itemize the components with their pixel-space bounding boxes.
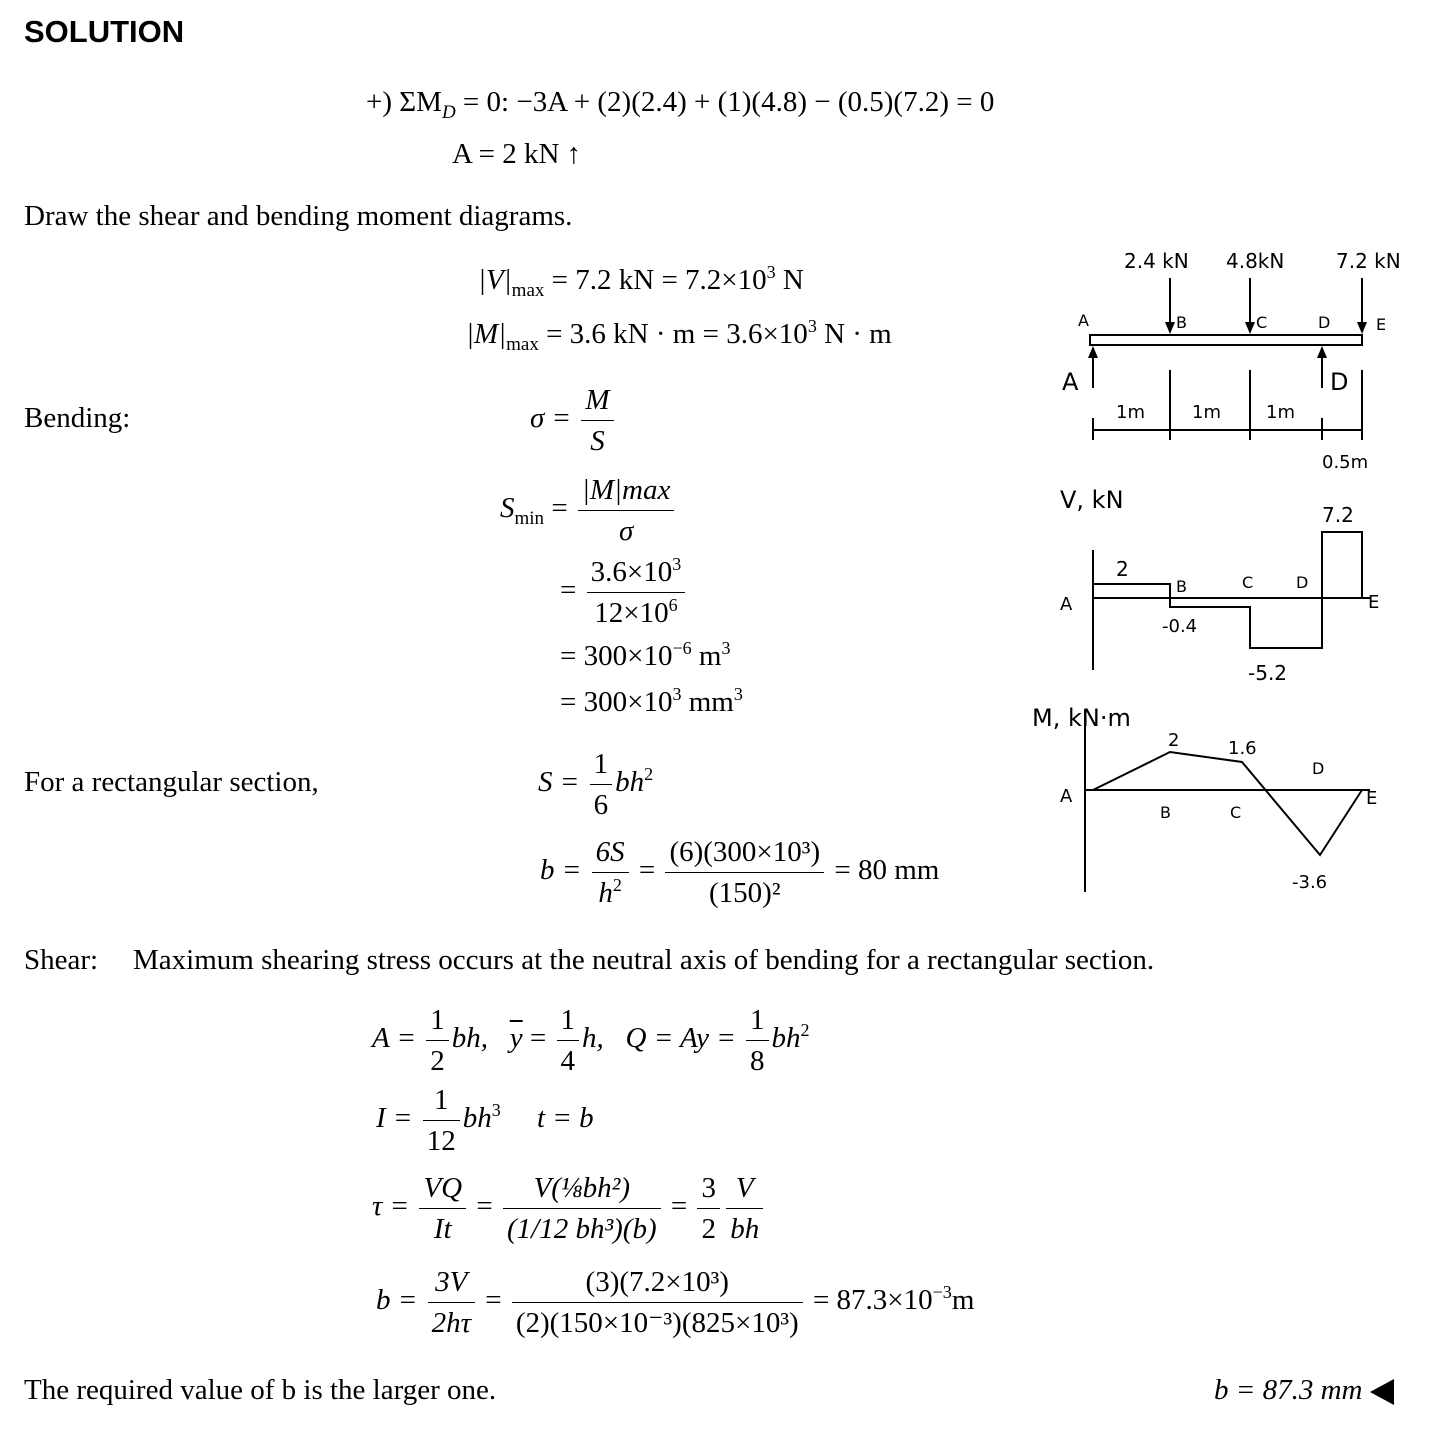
m-point-c: C: [1230, 803, 1242, 822]
smin-line3-a: = 300×10: [560, 640, 673, 672]
smin-line3-unit-exp: 3: [721, 638, 731, 658]
b2-fraction2: [512, 1262, 803, 1343]
beam-diagrams: [1030, 240, 1430, 900]
b2-fraction1: [428, 1262, 475, 1343]
smin-line3-exp: −6: [672, 638, 692, 658]
tau-num2: V(⅛bh²): [503, 1168, 661, 1209]
sigma-equation: [530, 380, 617, 461]
mmax-lhs: |M|: [466, 318, 507, 350]
vmax-lhs: |V|: [478, 264, 512, 296]
load-arrowhead-e: [1357, 322, 1367, 334]
inertia-exp: 3: [491, 1100, 501, 1121]
v-point-a: A: [1060, 594, 1073, 615]
v-title: V, kN: [1060, 486, 1124, 514]
b2-result: = 87.3×10: [812, 1284, 933, 1317]
v-point-e: E: [1368, 592, 1380, 613]
b2-equation: b = $\frac{3V}{2h\tau}$ = $\frac{\text{(3)(7.2×10³)}}{\text{(2)(150×10⁻³)(825×10³)}}$ = $87.3\times 10^{-3}m$: [376, 1262, 974, 1343]
m-point-d: D: [1312, 759, 1325, 778]
ybar-den: 4: [560, 1045, 575, 1077]
m-value-2: 2: [1168, 730, 1180, 751]
load-label-3: 7.2 kN: [1336, 249, 1401, 273]
load-arrowhead-c: [1245, 322, 1255, 334]
rect-label: For a rectangular section,: [24, 766, 319, 798]
moment-equation: [366, 86, 995, 123]
moment-lhs: +) ΣM: [366, 86, 442, 118]
smin-equation: $S_{min}$ = $\frac{|M|\max}{\sigma}$: [500, 470, 677, 551]
smin-line3: [560, 640, 730, 673]
v-point-b: B: [1176, 577, 1187, 596]
reaction-arrowhead-d: [1317, 346, 1327, 358]
smin-num: |M|max: [578, 470, 674, 511]
b-equation: b = $\frac{6S}{h^2}$ = $\frac{\text{(6)(300×10³)}}{\text{(150)²}}$ = 80 mm: [540, 832, 939, 913]
span-label-1: 1m: [1116, 402, 1145, 423]
b-num2: (6)(300×10³): [665, 832, 824, 873]
sigma-lhs: σ =: [530, 402, 572, 435]
tau-num1: VQ: [419, 1168, 466, 1209]
b2-den2: (2)(150×10⁻³)(825×10³): [515, 1307, 799, 1339]
b-lhs: b =: [540, 854, 582, 887]
m-point-b: B: [1160, 803, 1171, 822]
s-tail: bh: [615, 766, 645, 799]
bending-label: Bending:: [24, 402, 131, 434]
area-equation: [372, 1000, 810, 1081]
b-result: = 80 mm: [834, 854, 940, 887]
smin-line4-exp: 3: [672, 684, 682, 704]
inertia-num: 1: [423, 1080, 460, 1121]
sigma-fraction: [581, 380, 613, 461]
mmax-equation: [466, 316, 892, 355]
area-tail: bh,: [451, 1022, 489, 1055]
smin-fraction: [578, 470, 674, 551]
tau-num4: V: [726, 1168, 763, 1209]
s-num: 1: [590, 744, 613, 785]
smin-fraction2: [587, 552, 686, 633]
mmax-sub: max: [506, 334, 539, 355]
v-point-c: C: [1242, 573, 1254, 592]
area-fraction: [426, 1000, 449, 1081]
s-equation: [538, 744, 653, 825]
q-fraction: [746, 1000, 769, 1081]
vmax-unit: N: [775, 264, 804, 296]
ybar-lhs: $\overline{y}$: [509, 1022, 523, 1055]
ybar-fraction: [557, 1000, 580, 1081]
tau-equation: τ = $\frac{VQ}{It}$ = $\frac{\text{V(⅛bh²)}}{\text{(1/12 bh³)(b)}}$ = $\frac{3}{2}$ $\frac{V}{bh}$: [372, 1168, 766, 1249]
tau-den4: bh: [730, 1213, 760, 1245]
smin-line2: = $\frac{3.6\times 10^3}{12\times 10^6}$: [560, 552, 688, 633]
ybar-num: 1: [557, 1000, 580, 1041]
tau-fraction3: [697, 1168, 720, 1249]
inertia-tail: bh: [462, 1102, 492, 1135]
smin-den2: [587, 593, 686, 633]
q-num: 1: [746, 1000, 769, 1041]
tau-den1: It: [433, 1213, 452, 1245]
vmax-equation: [478, 262, 804, 301]
m-value-16: 1.6: [1228, 738, 1257, 759]
beam-body: [1090, 335, 1362, 345]
inertia-den: 12: [426, 1125, 456, 1157]
shear-label: Shear:: [24, 944, 99, 976]
v-value-2: 2: [1116, 557, 1129, 581]
ybar-tail: h,: [582, 1022, 604, 1055]
q-tail: bh: [771, 1022, 801, 1055]
vmax-sub: max: [511, 280, 545, 301]
tau-fraction4: [726, 1168, 763, 1249]
s-lhs: S =: [538, 766, 580, 799]
area-num: 1: [426, 1000, 449, 1041]
mmax-exp: 3: [807, 316, 817, 336]
smin-sub: min: [514, 508, 545, 530]
m-value-neg36: -3.6: [1292, 872, 1328, 893]
reaction-label-d: D: [1330, 368, 1349, 396]
shear-diagram-line: [1093, 532, 1362, 648]
inertia-equation: [376, 1080, 594, 1161]
inertia-fraction: [423, 1080, 460, 1161]
smin-lhs: S: [500, 492, 515, 525]
b-num1: 6S: [592, 832, 629, 873]
smin-line4-unit-exp: 3: [733, 684, 743, 704]
area-lhs: A =: [372, 1022, 417, 1055]
point-a: A: [1078, 311, 1089, 330]
b-den1: [592, 873, 629, 913]
b-fraction2: [665, 832, 824, 913]
s-fraction: [590, 744, 613, 825]
area-den: 2: [430, 1045, 445, 1077]
m-title: M, kN·m: [1032, 704, 1131, 732]
s-exp: 2: [644, 764, 654, 785]
smin-den2-a: 12×10: [594, 597, 669, 629]
reaction-arrowhead-a: [1088, 346, 1098, 358]
thickness-eq: t = b: [536, 1102, 594, 1135]
draw-instruction: Draw the shear and bending moment diagrams.: [24, 200, 573, 232]
b2-result-exp: −3: [932, 1282, 952, 1303]
smin-den2-exp: 6: [668, 595, 678, 615]
span-label-2: 1m: [1192, 402, 1221, 423]
smin-line4-a: = 300×10: [560, 686, 673, 718]
answer-value: b = 87.3 mm: [1214, 1374, 1363, 1406]
load-label-1: 2.4 kN: [1124, 249, 1189, 273]
b2-result-unit: m: [951, 1284, 975, 1317]
b2-den1: 2hτ: [431, 1307, 471, 1339]
b2-lhs: b =: [376, 1284, 418, 1317]
v-value-neg04: -0.4: [1162, 616, 1198, 637]
smin-num2-exp: 3: [672, 554, 682, 574]
b-den1-h: h: [598, 877, 613, 909]
load-arrowhead-b: [1165, 322, 1175, 334]
load-label-2: 4.8kN: [1226, 249, 1285, 273]
point-c: C: [1256, 313, 1268, 332]
smin-num2: [587, 552, 686, 593]
point-b: B: [1176, 313, 1187, 332]
sigma-num: M: [581, 380, 613, 421]
solution-heading: SOLUTION: [24, 14, 185, 49]
vmax-exp: 3: [766, 262, 776, 282]
answer-arrow-icon: [1370, 1379, 1394, 1405]
point-d: D: [1318, 313, 1331, 332]
q-exp: 2: [800, 1020, 810, 1041]
b2-num1: 3V: [428, 1262, 475, 1303]
mmax-unit: N · m: [816, 318, 892, 350]
mmax-rhs: = 3.6 kN · m = 3.6×10: [546, 318, 808, 350]
final-answer: [1214, 1374, 1394, 1407]
reaction-result: A = 2 kN ↑: [452, 138, 582, 170]
span-label-3: 1m: [1266, 402, 1295, 423]
q-lhs: Q = Ay =: [625, 1022, 736, 1055]
moment-rhs: = 0: −3A + (2)(2.4) + (1)(4.8) − (0.5)(7.2) = 0: [462, 86, 995, 118]
reaction-label-a: A: [1062, 368, 1079, 396]
tau-fraction1: [419, 1168, 466, 1249]
b-fraction1: [592, 832, 629, 913]
q-den: 8: [750, 1045, 765, 1077]
sigma-den: S: [590, 425, 605, 457]
conclusion-text: The required value of b is the larger one.: [24, 1374, 497, 1406]
moment-sub: D: [441, 102, 456, 123]
smin-den: σ: [618, 515, 634, 547]
m-point-a: A: [1060, 786, 1073, 807]
tau-fraction2: [503, 1168, 661, 1249]
vmax-rhs: = 7.2 kN = 7.2×10: [551, 264, 767, 296]
smin-line3-unit: m: [691, 640, 722, 672]
tau-lhs: τ =: [372, 1190, 410, 1223]
v-value-neg52: -5.2: [1248, 661, 1288, 685]
tau-den2: (1/12 bh³)(b): [506, 1213, 657, 1245]
b-den2: (150)²: [709, 877, 781, 909]
s-den: 6: [593, 789, 609, 821]
b-den1-exp: 2: [612, 875, 622, 895]
b2-num2: (3)(7.2×10³): [512, 1262, 803, 1303]
smin-line4: [560, 686, 743, 719]
ybar-eq: =: [529, 1022, 547, 1055]
tau-num3: 3: [697, 1168, 720, 1209]
point-e: E: [1376, 315, 1387, 334]
v-value-72: 7.2: [1322, 503, 1354, 527]
m-point-e: E: [1366, 788, 1378, 809]
span-label-4: 0.5m: [1322, 452, 1369, 473]
smin-line4-unit: mm: [681, 686, 734, 718]
shear-description: Maximum shearing stress occurs at the neutral axis of bending for a rectangular section.: [133, 944, 1155, 976]
v-point-d: D: [1296, 573, 1309, 592]
smin-num2-a: 3.6×10: [590, 556, 673, 588]
inertia-lhs: I =: [376, 1102, 413, 1135]
tau-den3: 2: [701, 1213, 716, 1245]
